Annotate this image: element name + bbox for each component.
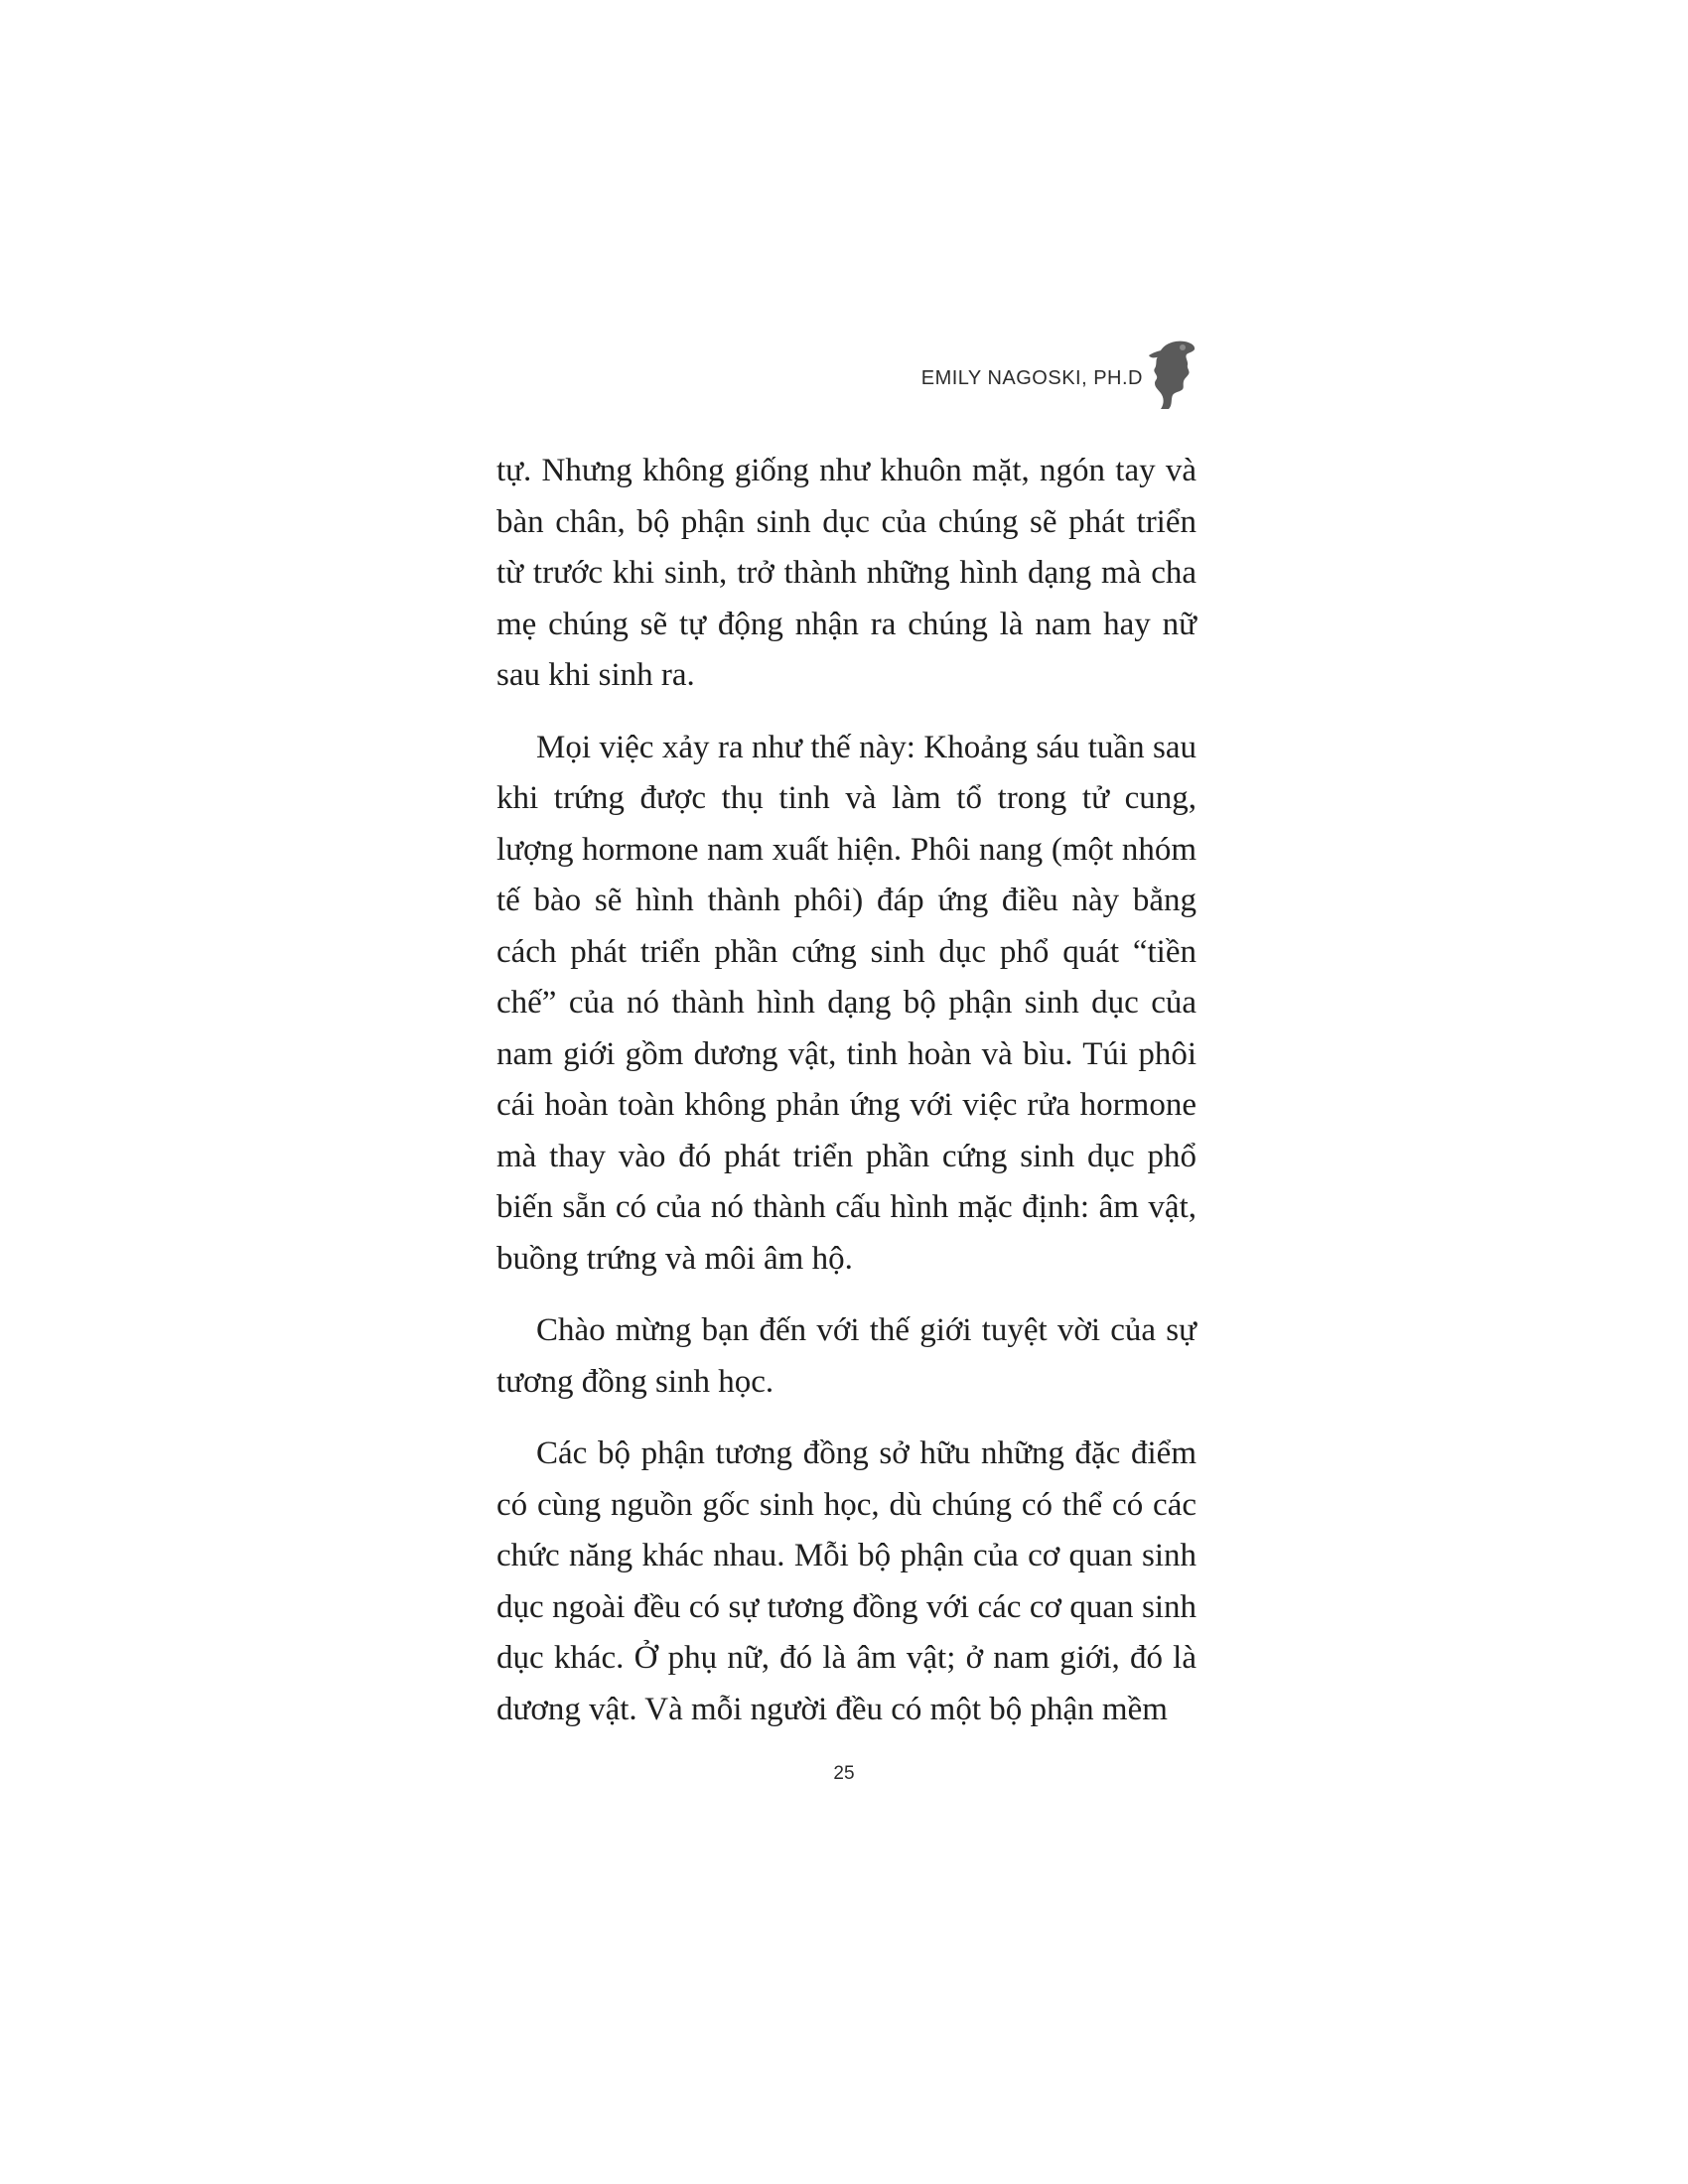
paragraph: Mọi việc xảy ra như thế này: Khoảng sáu tuần sau khi trứng được thụ tinh và làm tổ trong tử cung, lượng hormone nam xuất hiện. Phôi nang (một nhóm tế bào sẽ hình thành phôi) đáp ứng điều này bằng cách phát triển phần cứng sinh dục phổ quát “tiền chế” của nó thành hình dạng bộ phận sinh dục của nam giới gồm dương vật, tinh hoàn và bìu. Túi phôi cái hoàn toàn không phản ứng với việc rửa hormone mà thay vào đó phát triển phần cứng sinh dục phổ biến sẵn có của nó thành cấu hình mặc định: âm vật, buồng trứng và môi âm hộ. xyxy=(496,729,1196,1277)
running-head xyxy=(496,338,1196,411)
paragraph: Các bộ phận tương đồng sở hữu những đặc điểm có cùng nguồn gốc sinh học, dù chúng có thể có các chức năng khác nhau. Mỗi bộ phận của cơ quan sinh dục ngoài đều có sự tương đồng với các cơ quan sinh dục khác. Ở phụ nữ, đó là âm vật; ở nam giới, đó là dương vật. Và mỗi người đều có một bộ phận mềm xyxy=(496,1435,1196,1727)
woman-silhouette-icon xyxy=(1147,338,1196,411)
body-text xyxy=(496,446,1196,1756)
paragraph: Chào mừng bạn đến với thế giới tuyệt vời của sự tương đồng sinh học. xyxy=(496,1312,1196,1400)
paragraph: tự. Nhưng không giống như khuôn mặt, ngón tay và bàn chân, bộ phận sinh dục của chúng sẽ phát triển từ trước khi sinh, trở thành những hình dạng mà cha mẹ chúng sẽ tự động nhận ra chúng là nam hay nữ sau khi sinh ra. xyxy=(496,453,1196,693)
author-name: EMILY NAGOSKI, PH.D xyxy=(920,367,1143,389)
page-number: 25 xyxy=(833,1763,855,1784)
